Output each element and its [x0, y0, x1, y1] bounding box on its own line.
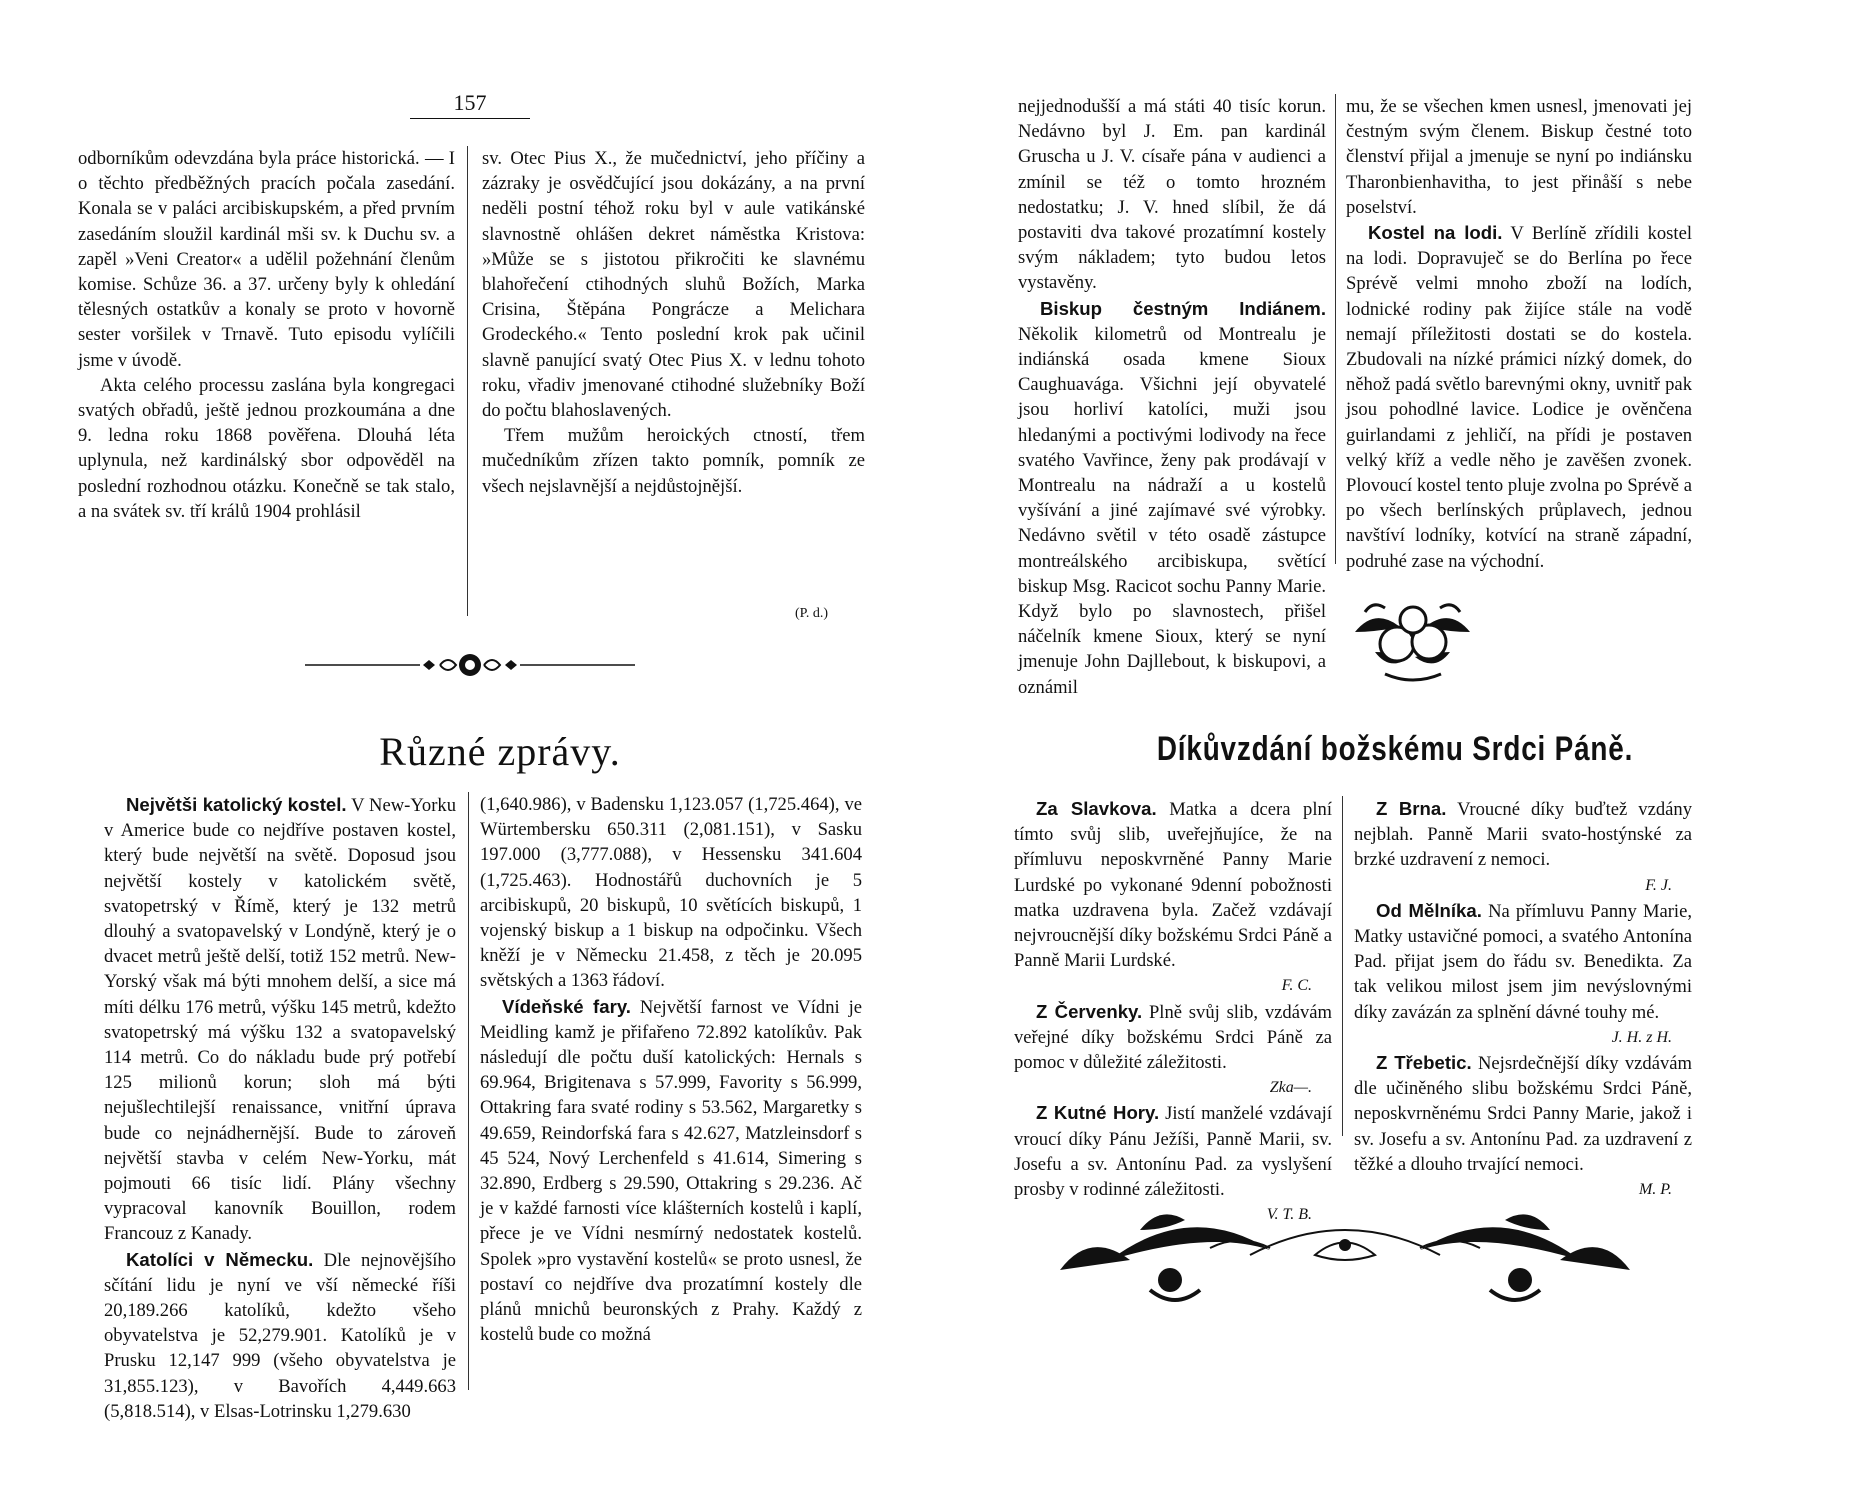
paragraph — [1354, 1050, 1692, 1202]
run-in-heading: Z Třebetic. — [1376, 1052, 1472, 1074]
right-column-1 — [1018, 94, 1326, 700]
signature: J. H. z H. — [1611, 1028, 1672, 1046]
paragraph-text: Vroucné díky buďtež vzdány nejblah. Panně Marii svato-hostýnské za brzké uzdravení z nemoci. — [1354, 799, 1692, 871]
paragraph — [104, 1247, 456, 1424]
paragraph-text: Největší farnost ve Vídni je Meidling kamž je přifařeno 72.892 katolíkův. Pak následují dle počtu duší katolických: Hernals s 69.964, Brigitenava s 57.999, Favority s 56.999, Ottakring fara svaté rodiny s 53.562, Margaretky s 49.659, Reindorfská fara s 42.627, Matzleinsdorf s 45 524, Nový Lerchenfeld s 41.614, Simering s 32.890, Erdberg s 29.590, Ottakring s 29.236. Ač je v každé farnosti více klášterních kostelů i kaplí, přece je ve Vídni nesmírný nedostatek kostelů. Spolek »pro vystavění kostelů« se proto usnesl, že postaví co nejdříve dva prozatímní kostely dle plánů mnichů beuronských z Prahy. Každý z kostelů bude co možná — [480, 996, 862, 1346]
paragraph — [1014, 796, 1332, 999]
paragraph-text: Nejsrdečnější díky vzdávám dle učiněného slibu božskému Srdci Páně, neposkvrněnému Srdci Panny Marie, jakož i sv. Josefu a sv. Antonínu Pad. za uzdravení z těžké a dlouho trvající nemoci. — [1354, 1053, 1692, 1175]
signature: Zka—. — [1269, 1079, 1312, 1097]
page-number: 157 — [410, 90, 530, 119]
paragraph: Akta celého processu zaslána byla kongregaci svatých obřadů, ještě jednou prozkoumána a dne 9. ledna roku 1868 pověřena. Dlouhá léta uplynula, než kardinálský sbor odpověděl na poslední rozhodnou otázku. Konečně se tak stalo, a na svátek sv. tří králů 1904 prohlásil — [78, 374, 455, 522]
run-in-heading: Biskup čestným Indiánem. — [1040, 297, 1326, 319]
paragraph — [1354, 796, 1692, 898]
section-title-news: Různé zprávy. — [379, 729, 621, 774]
paragraph — [1346, 94, 1692, 220]
run-in-heading: Za Slavkova. — [1036, 798, 1157, 819]
section-title-thanks: Díkůvzdání božskému Srdci Páně. — [1156, 730, 1634, 768]
floral-border-ornament — [1050, 1200, 1640, 1310]
news-column-2 — [480, 792, 862, 1347]
column-rule — [467, 146, 468, 616]
run-in-heading: Největši katolický kostel. — [126, 794, 347, 815]
run-in-heading: Z Brna. — [1376, 798, 1447, 819]
fruit-vignette-ornament — [1345, 592, 1480, 687]
run-in-heading: Z Kutné Hory. — [1036, 1102, 1160, 1124]
run-in-heading: Katolíci v Německu. — [126, 1248, 314, 1270]
left-column-2 — [482, 146, 865, 499]
paragraph: Třem mužům heroických ctností, třem mučedníkům zřízen takto pomník, pomník ze všech nejslavnější a nejdůstojnější. — [482, 425, 865, 497]
run-in-heading: Vídeňské fary. — [502, 995, 631, 1017]
paragraph-text: Dle nejnovějšího sčítání lidu je nyní ve vší německé říši 20,189.266 katolíků, kdežto všeho obyvatelstva je 52,279.901. Katolíků je v Prusku 12,147 999 (všeho obyvatelstva je 31,855.123), v Bavořích 4,449.663 (5,818.514), v Elsas-Lotrinsku 1,279.630 — [104, 1249, 456, 1422]
signature: M. P. — [1638, 1181, 1672, 1199]
continued-mark: (P. d.) — [795, 606, 829, 621]
paragraph: odborníkům odevzdána byla práce historická. — I o těchto předběžných pracích počala zasedání. Konala se v paláci arcibiskupském, a před prvním zasedáním sloužil kardinál mši sv. k Duchu sv. a zapěl »Veni Creator« a udělil požehnání členům komise. Schůze 36. a 37. určeny byly k ohledání tělesných ostatkův a konaly se proto v hovorně sester voršilek v Trnavě. Tuto episodu vylíčili jsme v úvodě. — [78, 148, 455, 371]
divider-ornament — [305, 650, 635, 680]
paragraph-text: V New-Yorku v Americe bude co nejdříve postaven kostel, který bude největší na světě. Doposud jsou největší kostely v katolickém světě, svatopetrský v Římě, který je 132 metrů dlouhý a svatopavelský v Londýně, který je o dvacet metrů ještě delší, totiž 152 metrů. New-Yorský však má býti mnohem delší, a sice má míti délku 176 metrů, výšku 145 metrů, kdežto svatopetrský má výšku 132 a svatopavelský 114 metrů. Co do nákladu bude prý potřebí 125 milionů korun; sloh má býti nejušlechtilejší renaissance, vnitřní úprava bude co nejnádhernější. Bude to zároveň největší stavba v celém New-Yorku, mát pojmouti 66 tisíc lidí. Plány všechny vypracoval kanovník Bouillon, rodem Francouz z Kanady. — [104, 795, 456, 1245]
signature: F. C. — [1281, 977, 1312, 995]
column-rule — [468, 792, 469, 1390]
paragraph — [480, 792, 862, 994]
paragraph-text: Jistí manželé vzdávají vroucí díky Pánu Ježíši, Panně Marii, sv. Josefu a sv. Antonínu Pad. za vyslyšení prosby v rodinné záležitosti. — [1014, 1103, 1332, 1201]
paragraph-text: Plně svůj slib, vzdávám veřejné díky božskému Srdci Páně za pomoc v důležité záležitosti. — [1014, 1001, 1332, 1074]
right-page — [930, 0, 1860, 1500]
column-rule — [1342, 796, 1343, 1136]
paragraph — [1018, 296, 1326, 700]
right-column-2 — [1346, 94, 1692, 574]
run-in-heading: Od Mělníka. — [1376, 899, 1482, 921]
paragraph — [104, 792, 456, 1247]
paragraph — [1018, 94, 1326, 296]
news-column-1 — [104, 792, 456, 1424]
paragraph-text: Několik kilometrů od Montrealu je indiánská osada kmene Sioux Caughuavága. Všichni její obyvatelé jsou horliví katolíci, muži jsou hledanými a poctivými lodivody na řece svatého Vavřince, ženy pak prodávají v Montrealu na nádraží a u kostelů vyšívání a jiné zajímavé své výrobky. Nedávno světil v této osadě zástupce montreálského arcibiskupa, světící biskup Msg. Racicot sochu Panny Marie. Když bylo po slavnostech, přišel náčelník kmene Sioux, který se nyní jmenuje John Dajllebout, k biskupovi, a oznámil — [1018, 323, 1326, 698]
signature: V. T. B. — [1266, 1206, 1312, 1224]
paragraph — [480, 994, 862, 1348]
run-in-heading: Kostel na lodi. — [1368, 222, 1503, 244]
paragraph-text: (1,640.986), v Badensku 1,123.057 (1,725.464), ve Würtembersku 650.311 (2,081.151), v Sasku 197.000 (3,777.088), v Hessensku 341.604 (1,725.463). Hodnostářů duchovních je 5 arcibiskupů, 20 biskupů, 10 světících biskupů, 1 vojenský biskup a 1 biskup na odpočinku. Všech kněží je v Německu 21.458, z těch je 20.095 světských a 1363 řádoví. — [480, 794, 862, 992]
run-in-heading: Z Červenky. — [1036, 1000, 1143, 1022]
thanks-column-1 — [1014, 796, 1332, 1227]
signature: F. J. — [1645, 876, 1672, 894]
paragraph-text: Matka a dcera plní tímto svůj slib, uveřejňujíce, že na přímluvu neposkvrněné Panny Marie Lurdské po vykonané 9denní pobožnosti matka uzdravena byla. Začež vzdávají nejvroucnější díky božskému Srdci Páně a Panně Marii Lurdské. — [1014, 799, 1332, 972]
paragraph: sv. Otec Pius X., že mučednictví, jeho příčiny a zázraky je osvědčující jsou dokázány, a na první neděli postní téhož roku byl v aule vatikánské slavnostně ohlášen dekret náměstka Kristova: »Může se s jistotou přikročiti ke slavnému blahořečení ctihodných sluhů Božích, Marka Crisina, Štěpána Pongrácze a Melichara Grodeckého.« Tento poslední krok pak učinil slavně panující svatý Otec Pius X. v lednu tohoto roku, vřadiv jmenované ctihodné služebníky Boží do počtu blahoslavených. — [482, 148, 865, 422]
paragraph-text: V Berlíně zřídili kostel na lodi. Dopravuječ se do Berlína po řece Sprévě velmi mnoho zboží na lodích, lodnické rodiny pak žijíce stále na vodě nemají příležitosti dostati se do kostela. Zbudovali na nízké prámici nízký domek, do něhož padá světlo barevnými okny, uvnitř pak jsou pohodlné lavice. Lodice je ověnčena guirlandami z jehličí, na přídi je postaven velký kříž a vedle něho je zavěšen zvonek. Plovoucí kostel tento pluje zvolna po Sprévě a po všech berlínských průplavech, jednou navštíví lodníky, kotvící na straně západní, podruhé zase na východní. — [1346, 223, 1692, 572]
column-rule — [1335, 94, 1336, 564]
paragraph — [1354, 898, 1692, 1050]
thanks-column-2 — [1354, 796, 1692, 1202]
paragraph-text: Na přímluvu Panny Marie, Matky ustavičné pomoci, a svatého Antonína Pad. přijat jsem do řádu sv. Benedikta. Za tak velikou milost jsem jim nevýslovnými díky zavázán za splnění dávné touhy mé. — [1354, 900, 1692, 1023]
paragraph — [1346, 220, 1692, 574]
left-column-1 — [78, 146, 455, 524]
paragraph — [1014, 999, 1332, 1101]
paragraph-text: nejjednodušší a má státi 40 tisíc korun. Nedávno byl J. Em. pan kardinál Gruscha u J. V. císaře pána v audienci a zmínil se též o tomto hrozném nedostatku; J. V. hned slíbil, že dá postaviti dva takové prozatímní kostely svým nákladem; tyto budou letos vystavěny. — [1018, 96, 1326, 294]
paragraph-text: mu, že se všechen kmen usnesl, jmenovati jej čestným svým členem. Biskup čestné toto členství přijal a jmenuje se nyní po indiánsku Tharonbienhavitha, to jest přinåší s nebe poselství. — [1346, 96, 1692, 218]
